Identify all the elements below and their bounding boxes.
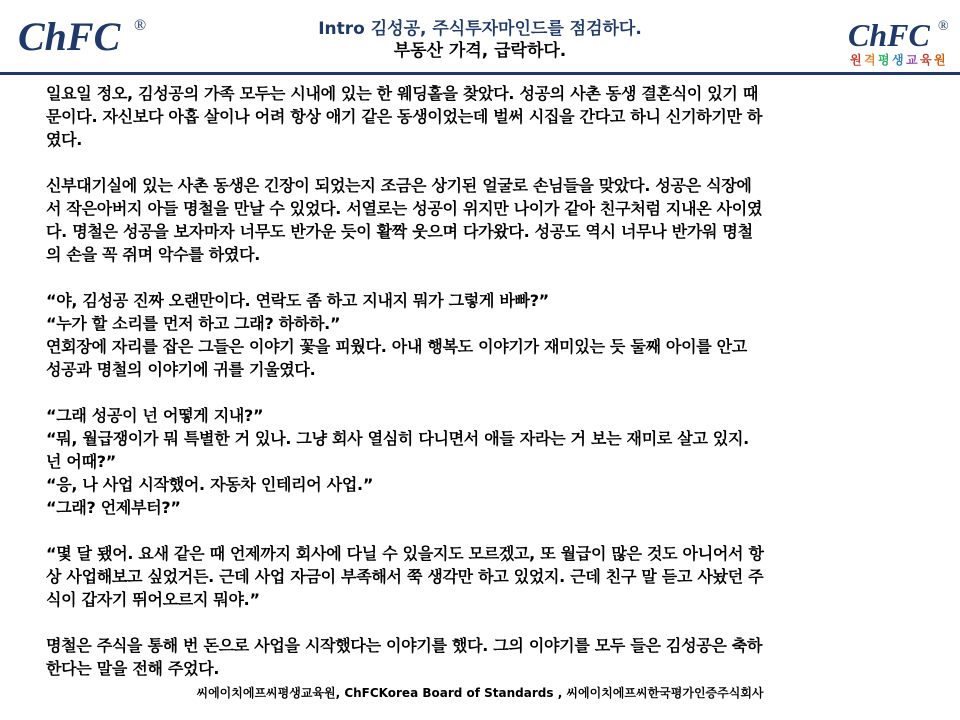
header-divider xyxy=(0,72,960,75)
text-line: 신부대기실에 있는 사촌 동생은 긴장이 되었는지 조금은 상기된 얼굴로 손님들을 맞았다. 성공은 식장에 xyxy=(46,176,752,195)
title-line-2: 부동산 가격, 급락하다. xyxy=(393,41,567,61)
text-line: “야, 김성공 진짜 오랜만이다. 연락도 좀 하고 지내지 뭐가 그렇게 바빠?” xyxy=(46,291,549,310)
svg-text:평: 평 xyxy=(878,53,890,67)
text-line: 넌 어때?” xyxy=(46,452,116,471)
text-line: 서 작은아버지 아들 명철을 만날 수 있었다. 서열로는 성공이 위지만 나이가 같아 친구처럼 지내온 사이였 xyxy=(46,199,763,218)
text-line: 연회장에 자리를 잡은 그들은 이야기 꽃을 피웠다. 아내 행복도 이야기가 재미있는 듯 둘째 아이를 안고 xyxy=(46,337,747,356)
svg-text:®: ® xyxy=(134,17,147,34)
svg-text:교: 교 xyxy=(906,53,918,67)
chfc-logo-left xyxy=(16,10,156,62)
slide-title xyxy=(180,18,780,62)
text-line: 일요일 정오, 김성공의 가족 모두는 시내에 있는 한 웨딩홀을 찾았다. 성공의 사촌 동생 결혼식이 있기 때 xyxy=(46,84,759,103)
text-line: 성공과 명철의 이야기에 귀를 기울였다. xyxy=(46,360,316,379)
story-body xyxy=(46,82,936,703)
text-line: 문이다. 자신보다 아홉 살이나 어려 항상 애기 같은 동생이었는데 벌써 시집을 간다고 하니 신기하기만 하 xyxy=(46,107,763,126)
text-line: “응, 나 사업 시작했어. 자동차 인테리어 사업.” xyxy=(46,475,374,494)
text-line: “누가 할 소리를 먼저 하고 그래? 하하하.” xyxy=(46,314,341,333)
text-line: “몇 달 됐어. 요새 같은 때 언제까지 회사에 다닐 수 있을지도 모르겠고, 또 월급이 많은 것도 아니어서 항 xyxy=(46,544,764,563)
paragraph xyxy=(46,404,936,519)
text-line: 의 손을 꼭 쥐며 악수를 하였다. xyxy=(46,245,261,264)
paragraph xyxy=(46,634,936,680)
svg-text:원: 원 xyxy=(850,53,862,67)
text-line: “그래 성공이 넌 어떻게 지내?” xyxy=(46,406,264,425)
slide-footer: 씨에이치에프씨평생교육원, ChFCKorea Board of Standards , 씨에이치에프씨한국평가인증주식회사 xyxy=(196,686,764,700)
svg-text:격: 격 xyxy=(864,53,876,67)
text-line: “그래? 언제부터?” xyxy=(46,498,181,517)
title-line-1: Intro 김성공, 주식투자마인드를 점검하다. xyxy=(318,19,642,39)
text-line: 한다는 말을 전해 주었다. xyxy=(46,659,220,678)
chfc-logo-right xyxy=(846,14,958,72)
paragraph xyxy=(46,289,936,381)
svg-text:생: 생 xyxy=(892,53,904,67)
text-line: 상 사업해보고 싶었거든. 근데 사업 자금이 부족해서 쭉 생각만 하고 있었지. 근데 친구 말 듣고 사놨던 주 xyxy=(46,567,764,586)
text-line: 였다. xyxy=(46,130,83,149)
svg-text:원: 원 xyxy=(934,53,946,67)
text-line: “뭐, 월급쟁이가 뭐 특별한 거 있나. 그냥 회사 열심히 다니면서 애들 자라는 거 보는 재미로 살고 있지. xyxy=(46,429,749,448)
slide-header xyxy=(0,0,960,72)
svg-text:육: 육 xyxy=(920,53,932,67)
svg-text:ChFC: ChFC xyxy=(848,17,930,53)
svg-text:ChFC: ChFC xyxy=(18,14,121,59)
svg-text:®: ® xyxy=(938,19,949,34)
text-line: 다. 명철은 성공을 보자마자 너무도 반가운 듯이 활짝 웃으며 다가왔다. 성공도 역시 너무나 반가워 명철 xyxy=(46,222,753,241)
text-line: 식이 갑자기 뛰어오르지 뭐야.” xyxy=(46,590,260,609)
text-line: 명철은 주식을 통해 번 돈으로 사업을 시작했다는 이야기를 했다. 그의 이야기를 모두 들은 김성공은 축하 xyxy=(46,636,763,655)
paragraph xyxy=(46,82,936,151)
paragraph xyxy=(46,174,936,266)
paragraph xyxy=(46,542,936,611)
